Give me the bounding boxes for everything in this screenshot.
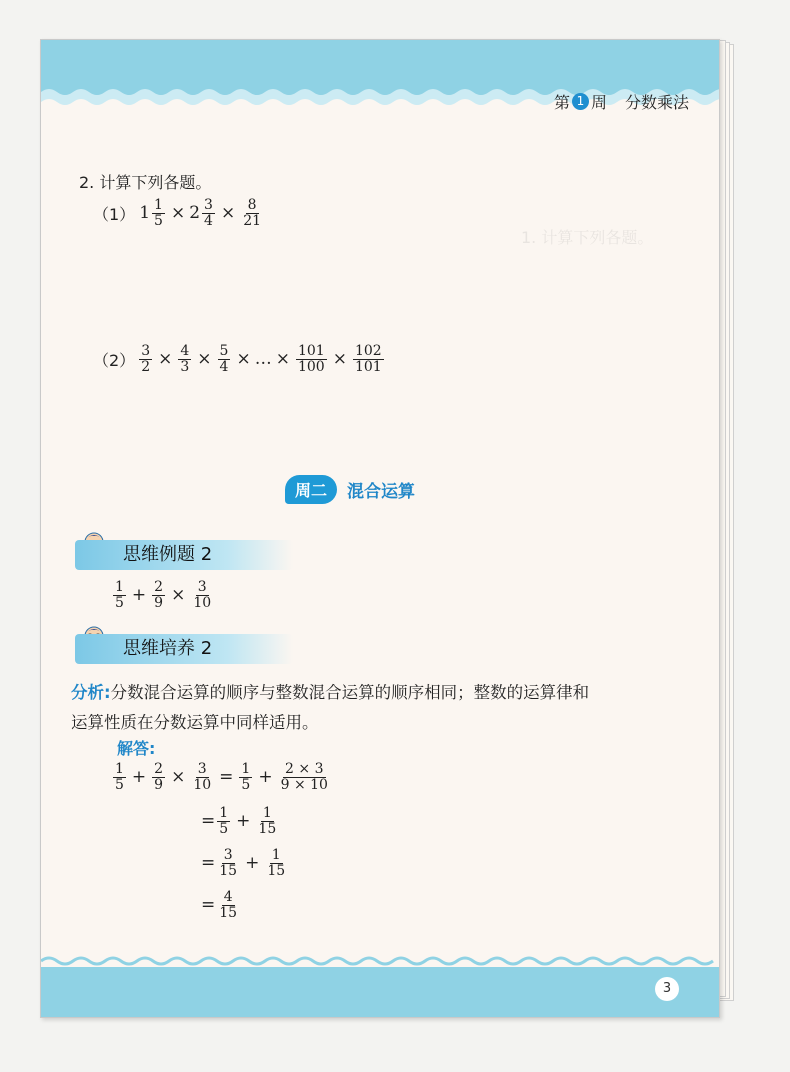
item-2-label: （2） <box>93 350 136 370</box>
section-badge: 周二 <box>285 475 337 504</box>
example-title: 思维例题 2 <box>75 540 293 570</box>
analysis-line-2: 运算性质在分数运算中同样适用。 <box>71 713 319 732</box>
example-expression: $\frac{1}{5}$ + $\frac{2}{9}$ × $\frac{3}{10}$ <box>115 579 212 611</box>
chapter-title: 分数乘法 <box>624 93 689 112</box>
analysis-paragraph <box>71 678 691 738</box>
problem-2-item-1: （1） 1 $\frac{1}{5}$ × 2 $\frac{3}{4}$ × $\frac{8}{21}$ <box>93 197 262 229</box>
solution-line-3: = $\frac{3}{15}$ + $\frac{1}{15}$ <box>201 847 286 879</box>
problem-2-item-2: （2） $\frac{3}{2}$ × $\frac{4}{3}$ × $\frac{5}{4}$ × … × $\frac{101}{100}$ × $\frac{102}{101}$ <box>93 343 382 375</box>
item-1-label: （1） <box>93 204 136 224</box>
week-number-badge: 1 <box>572 93 589 110</box>
solution-line-1: $\frac{1}{5}$ + $\frac{2}{9}$ × $\frac{3}{10}$ = $\frac{1}{5}$ + $\frac{2 \times 3}{9 \times 10}$ <box>115 761 328 793</box>
page-number: 3 <box>655 977 679 1001</box>
section-title: 混合运算 <box>347 482 416 502</box>
analysis-line-1: 分数混合运算的顺序与整数混合运算的顺序相同；整数的运算律和 <box>110 683 590 702</box>
book-page <box>40 39 720 1018</box>
week-suffix: 周 <box>590 93 607 112</box>
ellipsis: … <box>254 349 272 370</box>
page-header <box>554 90 689 113</box>
training-title: 思维培养 2 <box>75 634 293 664</box>
problem-2-heading: 2. 计算下列各题。 <box>79 173 212 192</box>
bleed-through-text: 1. 计算下列各题。 <box>521 228 654 247</box>
solution-line-2: = $\frac{1}{5}$ + $\frac{1}{15}$ <box>201 805 277 837</box>
section-header <box>285 475 415 504</box>
analysis-label: 分析: <box>71 683 111 702</box>
week-prefix: 第 <box>553 93 570 112</box>
answer-label: 解答: <box>117 739 156 758</box>
footer-band <box>41 969 719 1017</box>
solution-line-4: = $\frac{4}{15}$ <box>201 889 238 921</box>
